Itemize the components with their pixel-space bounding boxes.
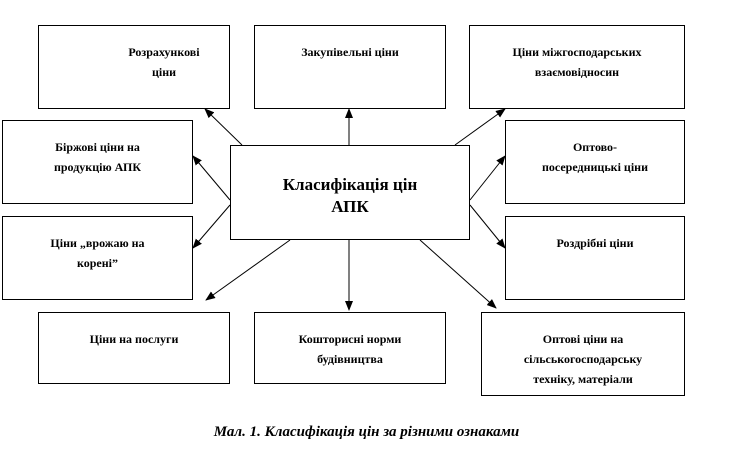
box-line: будівництва bbox=[317, 352, 383, 366]
arrow-to-settlement bbox=[205, 109, 242, 145]
box-line: техніку, матеріали bbox=[533, 372, 633, 386]
construction-estimates-box bbox=[254, 312, 446, 384]
settlement-prices-box bbox=[38, 25, 230, 109]
box-line: корені” bbox=[76, 256, 118, 270]
agri-machinery-prices-box bbox=[481, 312, 685, 396]
box-line: Ціни на послуги bbox=[89, 332, 179, 346]
arrow-to-agri-machinery bbox=[420, 240, 496, 308]
figure-caption: Мал. 1. Класифікація цін за різними ознаками bbox=[213, 424, 520, 440]
center-title-line: Класифікація цін bbox=[282, 175, 418, 194]
exchange-prices-box bbox=[2, 120, 193, 204]
standing-crop-prices-box bbox=[2, 216, 193, 300]
box-line: взаємовідносин bbox=[534, 65, 620, 79]
box-line: сільськогосподарську bbox=[523, 352, 643, 366]
arrow-to-exchange bbox=[193, 156, 230, 200]
center-title-line: АПК bbox=[331, 197, 369, 216]
arrow-to-interfarm bbox=[455, 109, 505, 145]
box-line: Ціни „врожаю на bbox=[50, 236, 145, 250]
arrow-to-wholesale-intermediary bbox=[470, 156, 505, 200]
box-line: Оптові ціни на bbox=[542, 332, 624, 346]
box-line: Кошторисні норми bbox=[298, 332, 402, 346]
box-line: посередницькі ціни bbox=[541, 160, 649, 174]
box-line: Ціни міжгосподарських bbox=[512, 45, 642, 59]
box-line: Оптово- bbox=[572, 140, 618, 154]
arrow-to-retail bbox=[470, 205, 505, 248]
central-classification-box bbox=[230, 145, 470, 240]
service-prices-box bbox=[38, 312, 230, 384]
retail-prices-box bbox=[505, 216, 685, 300]
wholesale-intermediary-prices-box bbox=[505, 120, 685, 204]
arrow-to-standing-crop bbox=[193, 205, 230, 248]
box-line: Розрахункові bbox=[128, 45, 200, 59]
interfarm-prices-box bbox=[469, 25, 685, 109]
box-line: Біржові ціни на bbox=[55, 140, 140, 154]
box-line: Роздрібні ціни bbox=[556, 236, 634, 250]
box-line: Закупівельні ціни bbox=[301, 45, 399, 59]
procurement-prices-box bbox=[254, 25, 446, 109]
box-line: ціни bbox=[151, 65, 177, 79]
arrow-to-services bbox=[206, 240, 290, 300]
box-line: продукцію АПК bbox=[53, 160, 142, 174]
